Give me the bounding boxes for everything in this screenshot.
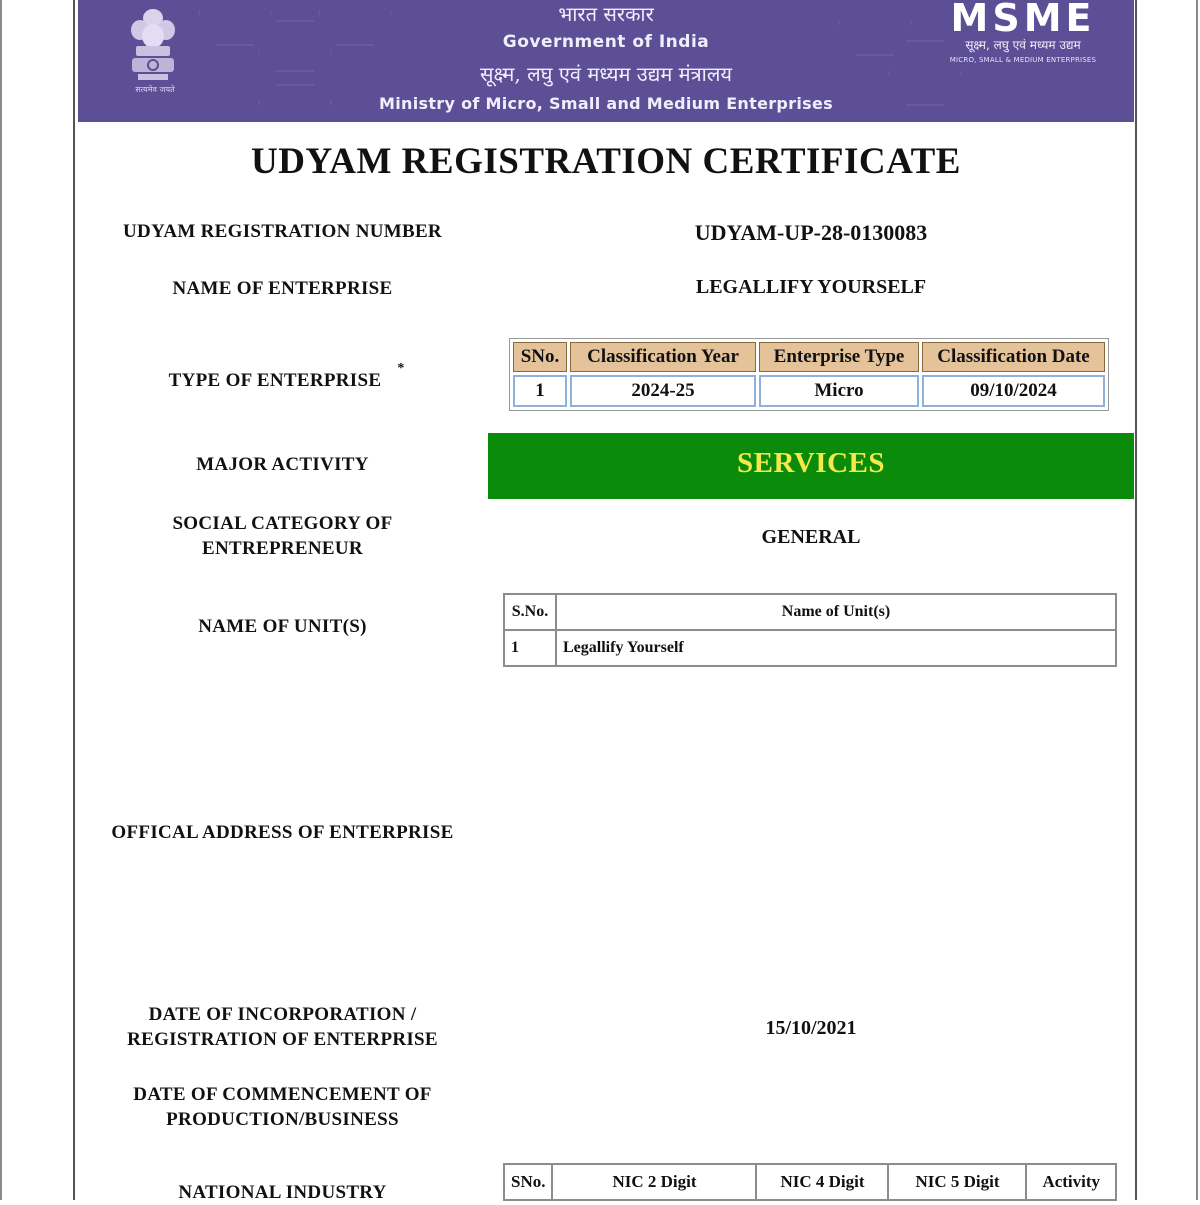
msme-logo-word: MSME <box>950 0 1096 40</box>
nic-table <box>503 1163 1117 1201</box>
incorporation-label-line1: DATE OF INCORPORATION / <box>148 1004 417 1025</box>
certificate-title: UDYAM REGISTRATION CERTIFICATE <box>251 141 961 182</box>
classification-date: 09/10/2024 <box>922 375 1105 407</box>
classification-header-sno: SNo. <box>513 342 567 372</box>
document-border-right <box>1135 0 1137 1200</box>
registration-number-value: UDYAM-UP-28-0130083 <box>694 220 928 245</box>
units-header-sno: S.No. <box>504 594 556 630</box>
nic-header-4digit: NIC 4 Digit <box>756 1164 888 1200</box>
msme-logo-subtitle: MICRO, SMALL & MEDIUM ENTERPRISES <box>949 56 1097 64</box>
classification-header-type: Enterprise Type <box>759 342 919 372</box>
classification-row <box>513 375 1105 407</box>
classification-header-year: Classification Year <box>570 342 756 372</box>
unit-sno: 1 <box>504 630 556 666</box>
units-label: NAME OF UNIT(S) <box>198 616 367 637</box>
classification-header-date: Classification Date <box>922 342 1105 372</box>
major-activity-value: SERVICES <box>736 447 886 479</box>
page-edge-right <box>1196 0 1198 1200</box>
social-category-label-line2: ENTREPRENEUR <box>202 538 363 559</box>
enterprise-name-value: LEGALLIFY YOURSELF <box>695 276 927 298</box>
header-hindi-government: भारत सरकार <box>558 2 654 26</box>
msme-logo <box>940 0 1106 72</box>
commencement-label-line1: DATE OF COMMENCEMENT OF <box>133 1084 432 1105</box>
classification-table <box>509 338 1109 411</box>
units-table <box>503 593 1117 667</box>
emblem-caption: सत्यमेव जयते <box>135 85 175 94</box>
classification-sno: 1 <box>513 375 567 407</box>
units-header-row <box>504 594 1116 630</box>
msme-logo-hindi: सूक्ष्म, लघु एवं मध्यम उद्यम <box>965 38 1081 52</box>
unit-name: Legallify Yourself <box>556 630 1116 666</box>
nic-header-sno: SNo. <box>504 1164 552 1200</box>
incorporation-date-value: 15/10/2021 <box>765 1017 857 1039</box>
social-category-label-line1: SOCIAL CATEGORY OF <box>172 513 393 534</box>
header-ministry-name: Ministry of Micro, Small and Medium Enterprises <box>379 94 833 113</box>
enterprise-type-asterisk: * <box>397 361 405 376</box>
government-header-banner <box>78 0 1134 122</box>
document-border-left <box>73 0 75 1200</box>
commencement-label-line2: PRODUCTION/BUSINESS <box>166 1109 399 1130</box>
classification-type: Micro <box>759 375 919 407</box>
national-industry-label: NATIONAL INDUSTRY <box>178 1182 387 1203</box>
enterprise-type-label: TYPE OF ENTERPRISE <box>168 370 382 391</box>
official-address-label: OFFICAL ADDRESS OF ENTERPRISE <box>111 822 454 843</box>
incorporation-label-line2: REGISTRATION OF ENTERPRISE <box>127 1029 438 1050</box>
nic-header-2digit: NIC 2 Digit <box>552 1164 756 1200</box>
registration-number-label: UDYAM REGISTRATION NUMBER <box>123 221 442 242</box>
enterprise-name-label: NAME OF ENTERPRISE <box>172 278 393 299</box>
nic-header-activity: Activity <box>1026 1164 1116 1200</box>
nic-header-row <box>504 1164 1116 1200</box>
nic-header-5digit: NIC 5 Digit <box>888 1164 1026 1200</box>
classification-header-row <box>513 342 1105 372</box>
social-category-value: GENERAL <box>761 526 861 548</box>
units-row <box>504 630 1116 666</box>
header-government-of-india: Government of India <box>502 32 710 52</box>
page-edge-left <box>0 0 2 1200</box>
classification-year: 2024-25 <box>570 375 756 407</box>
units-header-name: Name of Unit(s) <box>556 594 1116 630</box>
major-activity-label: MAJOR ACTIVITY <box>196 454 369 475</box>
header-hindi-ministry: सूक्ष्म, लघु एवं मध्यम उद्यम मंत्रालय <box>480 62 732 86</box>
major-activity-banner <box>488 433 1134 499</box>
